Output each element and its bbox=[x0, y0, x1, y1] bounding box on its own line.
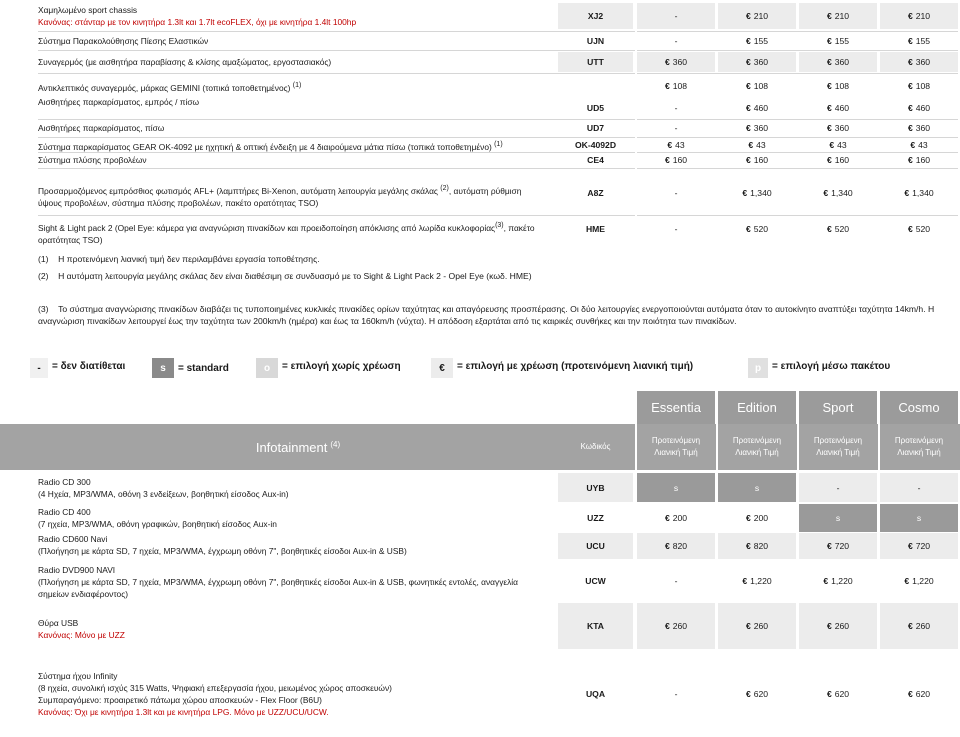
option-label: (4 Ηχεία, MP3/WMA, οθόνη 3 ενδείξεων, βοηθητική είσοδος Aux-in) bbox=[38, 489, 289, 499]
price-edition: € 360 bbox=[718, 52, 796, 72]
option-label: Radio CD600 Navi bbox=[38, 534, 108, 544]
option-description bbox=[38, 56, 558, 68]
option-code: UJN bbox=[586, 35, 605, 46]
euro-icon: € bbox=[907, 541, 913, 551]
price-cosmo: s bbox=[880, 504, 958, 532]
price-cosmo: - bbox=[880, 473, 958, 502]
footnote-ref: (1) bbox=[292, 82, 302, 89]
euro-icon: € bbox=[826, 621, 832, 631]
column-divider bbox=[716, 391, 718, 470]
euro-icon: € bbox=[745, 81, 751, 91]
option-code: OK-4092D bbox=[574, 139, 617, 150]
option-code: XJ2 bbox=[558, 3, 633, 29]
euro-icon: € bbox=[907, 123, 913, 133]
price-sport: € 1,220 bbox=[823, 576, 853, 586]
row-divider bbox=[0, 600, 960, 603]
row-divider bbox=[38, 73, 958, 74]
price-cosmo: € 360 bbox=[907, 123, 931, 133]
rule-note: Κανόνας: Όχι με κινητήρα 1.3lt και με κινητήρα LPG. Μόνο με UZZ/UCU/UCW. bbox=[38, 707, 329, 717]
euro-icon: € bbox=[745, 224, 751, 234]
price-cosmo: € 460 bbox=[907, 103, 931, 113]
price-sport: € 520 bbox=[826, 224, 850, 234]
euro-icon: € bbox=[745, 541, 751, 551]
option-code: UYB bbox=[558, 473, 633, 502]
price-sport: s bbox=[799, 504, 877, 532]
footnote-ref: (3) bbox=[495, 222, 504, 229]
option-code: UZZ bbox=[587, 513, 604, 523]
option-description bbox=[38, 564, 568, 600]
price-cosmo: € 1,220 bbox=[904, 576, 934, 586]
footnote-number: (2) bbox=[38, 271, 49, 281]
footnote-text: Το σύστημα αναγνώρισης πινακίδων διαβάζει τις τυποποιημένες κυκλικές πινακίδες ορίων ταχύτητας και απαγόρευσης προσπέρασης. Οι δύο λειτουργίες ενεργοποιούνται αυτόματα όταν το αυτοκίνητο αναπτύξει ταχύτητα 14km/h. Η bbox=[58, 304, 935, 314]
euro-icon: € bbox=[907, 689, 913, 699]
option-label: ορατότητας TSO) bbox=[38, 234, 103, 245]
euro-icon: € bbox=[904, 188, 910, 198]
legend-p-symbol: p bbox=[748, 358, 768, 378]
price-essentia: - bbox=[674, 576, 678, 586]
footnote-text: αναγνώριση πινακίδων λειτουργεί έως την ταχύτητα των 200km/h (ημέρα) και έως τα 160km/h (νύχτα). Η απόδοση εξαρτάται από τις καιρικές συνθήκες και την ποιότητα των πινακίδων. bbox=[38, 316, 737, 326]
price-sport: € 460 bbox=[826, 103, 850, 113]
price-cosmo: € 520 bbox=[907, 224, 931, 234]
rule-note: Κανόνας: Μόνο με UZZ bbox=[38, 630, 125, 640]
option-label: Προσαρμοζόμενος εμπρόσθιος φωτισμός AFL+ (λαμπτήρες Bi-Xenon, αυτόματη λειτουργία μεγάλης σκάλας $^{(2)}$, αυτόματη ρύθμιση bbox=[38, 185, 522, 196]
option-label: (8 ηχεία, συνολική ισχύς 315 Watts, Ψηφιακή επεξεργασία ήχου, μειωμένος χώρος αποσκευών) bbox=[38, 683, 392, 693]
price-essentia: - bbox=[674, 123, 678, 133]
price-sport: € 108 bbox=[826, 81, 850, 91]
option-code: A8Z bbox=[587, 188, 604, 198]
option-description bbox=[38, 80, 558, 94]
footnote-ref: (2) bbox=[440, 185, 449, 192]
footnote-ref: (4) bbox=[330, 439, 341, 449]
euro-icon: € bbox=[664, 57, 670, 67]
option-description bbox=[38, 139, 568, 153]
price-sport: € 360 bbox=[799, 52, 877, 72]
price-sport: € 160 bbox=[826, 155, 850, 165]
price-edition: s bbox=[718, 473, 796, 502]
column-divider bbox=[635, 424, 637, 470]
option-code: UD7 bbox=[586, 123, 605, 133]
price-column-header: Προτεινόμενη Λιανική Τιμή bbox=[651, 436, 701, 457]
row-divider bbox=[38, 50, 958, 51]
price-essentia: € 108 bbox=[664, 81, 688, 91]
option-label: Σύστημα Παρακολούθησης Πίεσης Ελαστικών bbox=[38, 36, 209, 46]
price-edition: € 460 bbox=[745, 103, 769, 113]
price-sport: € 155 bbox=[826, 35, 850, 46]
option-label: Radio CD 400 bbox=[38, 507, 91, 517]
euro-icon: € bbox=[664, 541, 670, 551]
footnote-text: Η προτεινόμενη λιανική τιμή δεν περιλαμβάνει εργασία τοποθέτησης. bbox=[58, 254, 320, 264]
euro-icon: € bbox=[664, 155, 670, 165]
option-description bbox=[38, 533, 558, 557]
euro-icon: € bbox=[907, 155, 913, 165]
price-essentia: s bbox=[637, 473, 715, 502]
euro-icon: € bbox=[745, 35, 751, 46]
option-code: UCU bbox=[558, 533, 633, 559]
price-essentia: - bbox=[674, 35, 678, 46]
price-edition: € 360 bbox=[745, 123, 769, 133]
euro-icon: € bbox=[826, 57, 832, 67]
euro-icon: € bbox=[745, 103, 751, 113]
euro-icon: € bbox=[826, 103, 832, 113]
model-header-sport: Sport bbox=[799, 391, 877, 424]
option-label: (Πλοήγηση με κάρτα SD, 7 ηχεία, MP3/WMA, έγχρωμη οθόνη 7", βοηθητικές είσοδοι Aux-in & USB) bbox=[38, 546, 407, 556]
price-essentia: € 260 bbox=[637, 603, 715, 649]
price-essentia: € 160 bbox=[664, 155, 688, 165]
legend-p-text: = επιλογή μέσω πακέτου bbox=[772, 361, 891, 372]
price-sport: € 1,340 bbox=[823, 188, 853, 198]
euro-icon: € bbox=[823, 188, 829, 198]
option-label: σημείων ενδιαφέροντος) bbox=[38, 589, 129, 599]
euro-icon: € bbox=[829, 139, 835, 150]
price-essentia: - bbox=[674, 103, 678, 113]
price-edition: € 260 bbox=[718, 603, 796, 649]
euro-icon: € bbox=[907, 224, 913, 234]
column-divider bbox=[878, 391, 880, 470]
price-essentia: € 43 bbox=[667, 139, 685, 150]
price-cosmo: € 210 bbox=[880, 3, 958, 29]
price-cosmo: € 160 bbox=[907, 155, 931, 165]
euro-icon: € bbox=[745, 11, 751, 21]
legend-s-symbol: s bbox=[152, 358, 174, 378]
column-divider bbox=[716, 470, 718, 737]
legend-s-text: = standard bbox=[178, 363, 229, 374]
option-code: CE4 bbox=[587, 155, 604, 165]
euro-icon: € bbox=[748, 139, 754, 150]
footnote bbox=[38, 303, 953, 327]
price-essentia: € 200 bbox=[664, 513, 688, 523]
euro-icon: € bbox=[742, 576, 748, 586]
price-essentia: - bbox=[674, 224, 678, 234]
code-column-header: Κωδικός bbox=[580, 442, 611, 451]
euro-icon: € bbox=[745, 155, 751, 165]
euro-icon: € bbox=[826, 541, 832, 551]
price-edition: € 620 bbox=[745, 689, 769, 699]
price-edition: € 210 bbox=[718, 3, 796, 29]
column-divider bbox=[878, 470, 880, 737]
column-divider bbox=[635, 3, 637, 243]
option-label: Σύστημα παρκαρίσματος GEAR OK-4092 με ηχητική & οπτική ένδειξη με 4 διαιρούμενα μάτια πίσω (τοπικά τοποθετημένο) $^{(1)}$ bbox=[38, 141, 503, 152]
euro-icon: € bbox=[664, 621, 670, 631]
price-cosmo: € 360 bbox=[880, 52, 958, 72]
euro-icon: € bbox=[907, 103, 913, 113]
euro-icon: € bbox=[826, 81, 832, 91]
option-label: Σύστημα ήχου Infinity bbox=[38, 671, 118, 681]
option-description bbox=[38, 154, 558, 166]
price-edition: € 1,340 bbox=[742, 188, 772, 198]
legend-o-symbol: o bbox=[256, 358, 278, 378]
row-divider bbox=[0, 502, 960, 504]
legend-euro-text: = επιλογή με χρέωση (προτεινόμενη λιανική τιμή) bbox=[457, 361, 694, 372]
price-column-header: Προτεινόμενη Λιανική Τιμή bbox=[894, 436, 944, 457]
price-sport: € 620 bbox=[826, 689, 850, 699]
euro-icon: € bbox=[907, 57, 913, 67]
option-code: HME bbox=[585, 224, 606, 234]
option-label: (Πλοήγηση με κάρτα SD, 7 ηχεία, MP3/WMA, έγχρωμη οθόνη 7", βοηθητικές είσοδοι Aux-in & USB, φωνητικές εντολές, αναγγελία bbox=[38, 577, 519, 587]
option-label: Αντικλεπτικός συναγερμός, μάρκας GEMINI (τοπικά τοποθετημένος) $^{(1)}$ bbox=[38, 82, 302, 93]
euro-icon: € bbox=[826, 11, 832, 21]
price-column-header: Προτεινόμενη Λιανική Τιμή bbox=[813, 436, 863, 457]
price-sport: € 720 bbox=[799, 533, 877, 559]
option-description bbox=[38, 122, 558, 134]
option-code: UCW bbox=[585, 576, 606, 586]
footnote-text: Η αυτόματη λειτουργία μεγάλης σκάλας δεν είναι διαθέσιμη σε συνδυασμό με το Sight & Light Pack 2 - Opel Eye (κωδ. HME) bbox=[58, 271, 532, 281]
option-description bbox=[38, 35, 558, 47]
legend-dash-symbol: - bbox=[30, 358, 48, 378]
footnote-number: (1) bbox=[38, 254, 49, 264]
option-description bbox=[38, 4, 558, 28]
option-code: UD5 bbox=[586, 103, 605, 113]
option-label: Χαμηλωμένο sport chassis bbox=[38, 5, 138, 15]
euro-icon: € bbox=[664, 81, 670, 91]
euro-icon: € bbox=[910, 139, 916, 150]
option-description bbox=[38, 220, 568, 246]
legend-euro-symbol: € bbox=[431, 358, 453, 378]
option-label: (7 ηχεία, MP3/WMA, οθόνη γραφικών, βοηθητική είσοδος Aux-in bbox=[38, 519, 277, 529]
price-cosmo: € 1,340 bbox=[904, 188, 934, 198]
price-essentia: - bbox=[637, 3, 715, 29]
euro-icon: € bbox=[745, 513, 751, 523]
option-description bbox=[38, 96, 558, 108]
footnote-number: (3) bbox=[38, 304, 49, 314]
column-divider bbox=[797, 470, 799, 737]
price-edition: € 43 bbox=[748, 139, 766, 150]
option-label: Θύρα USB bbox=[38, 618, 79, 628]
euro-icon: € bbox=[826, 155, 832, 165]
euro-icon: € bbox=[907, 11, 913, 21]
option-label: Radio DVD900 NAVI bbox=[38, 565, 116, 575]
price-edition: € 1,220 bbox=[742, 576, 772, 586]
price-edition: € 160 bbox=[745, 155, 769, 165]
option-label: Αισθητήρες παρκαρίσματος, πίσω bbox=[38, 123, 165, 133]
option-label: ύψους προβολέων, σύστημα πλύσης προβολέων, πακέτο ορατότητας TSO) bbox=[38, 197, 319, 208]
euro-icon: € bbox=[745, 621, 751, 631]
price-essentia: € 820 bbox=[637, 533, 715, 559]
euro-icon: € bbox=[904, 576, 910, 586]
option-code: UTT bbox=[558, 52, 633, 72]
option-description bbox=[38, 670, 568, 718]
euro-icon: € bbox=[826, 224, 832, 234]
euro-icon: € bbox=[667, 139, 673, 150]
option-label: Radio CD 300 bbox=[38, 477, 91, 487]
price-cosmo: € 720 bbox=[880, 533, 958, 559]
option-label: Sight & Light pack 2 (Opel Eye: κάμερα για αναγνώριση πινακίδων και προειδοποίηση απόκλισης από λωρίδα κυκλοφορίας$^{(3)}$, πακέτο bbox=[38, 222, 535, 233]
model-header-essentia: Essentia bbox=[637, 391, 715, 424]
euro-icon: € bbox=[745, 689, 751, 699]
price-sport: - bbox=[799, 473, 877, 502]
row-divider bbox=[38, 168, 958, 169]
column-divider bbox=[797, 391, 799, 470]
price-essentia: € 360 bbox=[637, 52, 715, 72]
option-code: UQA bbox=[585, 689, 606, 699]
option-label: Συναγερμός (με αισθητήρα παραβίασης & κλίσης αμαξώματος, εργοστασιακός) bbox=[38, 57, 332, 67]
legend-o-text: = επιλογή χωρίς χρέωση bbox=[282, 361, 401, 372]
price-edition: € 200 bbox=[745, 513, 769, 523]
footnote bbox=[38, 253, 953, 265]
row-divider bbox=[0, 649, 960, 652]
price-edition: € 520 bbox=[745, 224, 769, 234]
euro-icon: € bbox=[907, 621, 913, 631]
euro-icon: € bbox=[826, 35, 832, 46]
footnote-ref: (1) bbox=[494, 141, 503, 148]
legend-dash-text: = δεν διατίθεται bbox=[52, 361, 126, 372]
price-cosmo: € 260 bbox=[880, 603, 958, 649]
price-cosmo: € 620 bbox=[907, 689, 931, 699]
price-sport: € 210 bbox=[799, 3, 877, 29]
euro-icon: € bbox=[745, 57, 751, 67]
price-sport: € 260 bbox=[799, 603, 877, 649]
option-label: Συμπαραγόμενο: προαιρετικό πάτωμα χώρου αποσκευών - Flex Floor (B6U) bbox=[38, 695, 322, 705]
price-essentia: - bbox=[674, 689, 678, 699]
option-label: Αισθητήρες παρκαρίσματος, εμπρός / πίσω bbox=[38, 97, 200, 107]
option-code: KTA bbox=[558, 603, 633, 649]
price-edition: € 820 bbox=[718, 533, 796, 559]
footnote bbox=[38, 270, 953, 282]
euro-icon: € bbox=[826, 689, 832, 699]
column-divider bbox=[635, 470, 637, 737]
euro-icon: € bbox=[907, 35, 913, 46]
option-description bbox=[38, 476, 558, 500]
price-edition: € 108 bbox=[745, 81, 769, 91]
price-cosmo: € 155 bbox=[907, 35, 931, 46]
price-cosmo: € 108 bbox=[907, 81, 931, 91]
euro-icon: € bbox=[907, 81, 913, 91]
price-sport: € 43 bbox=[829, 139, 847, 150]
price-column-header: Προτεινόμενη Λιανική Τιμή bbox=[732, 436, 782, 457]
option-description bbox=[38, 183, 568, 209]
euro-icon: € bbox=[745, 123, 751, 133]
euro-icon: € bbox=[823, 576, 829, 586]
model-header-edition: Edition bbox=[718, 391, 796, 424]
price-cosmo: € 43 bbox=[910, 139, 928, 150]
euro-icon: € bbox=[742, 188, 748, 198]
euro-icon: € bbox=[826, 123, 832, 133]
section-title: Infotainment $^{(4)}$ bbox=[255, 439, 341, 455]
price-edition: € 155 bbox=[745, 35, 769, 46]
option-label: Σύστημα πλύσης προβολέων bbox=[38, 155, 147, 165]
price-essentia: - bbox=[674, 188, 678, 198]
euro-icon: € bbox=[664, 513, 670, 523]
model-header-cosmo: Cosmo bbox=[880, 391, 958, 424]
option-description bbox=[38, 617, 558, 641]
option-description bbox=[38, 506, 558, 530]
rule-note: Κανόνας: στάνταρ με τον κινητήρα 1.3lt και 1.7lt ecoFLEX, όχι με κινητήρα 1.4lt 100hp bbox=[38, 17, 357, 27]
price-sport: € 360 bbox=[826, 123, 850, 133]
